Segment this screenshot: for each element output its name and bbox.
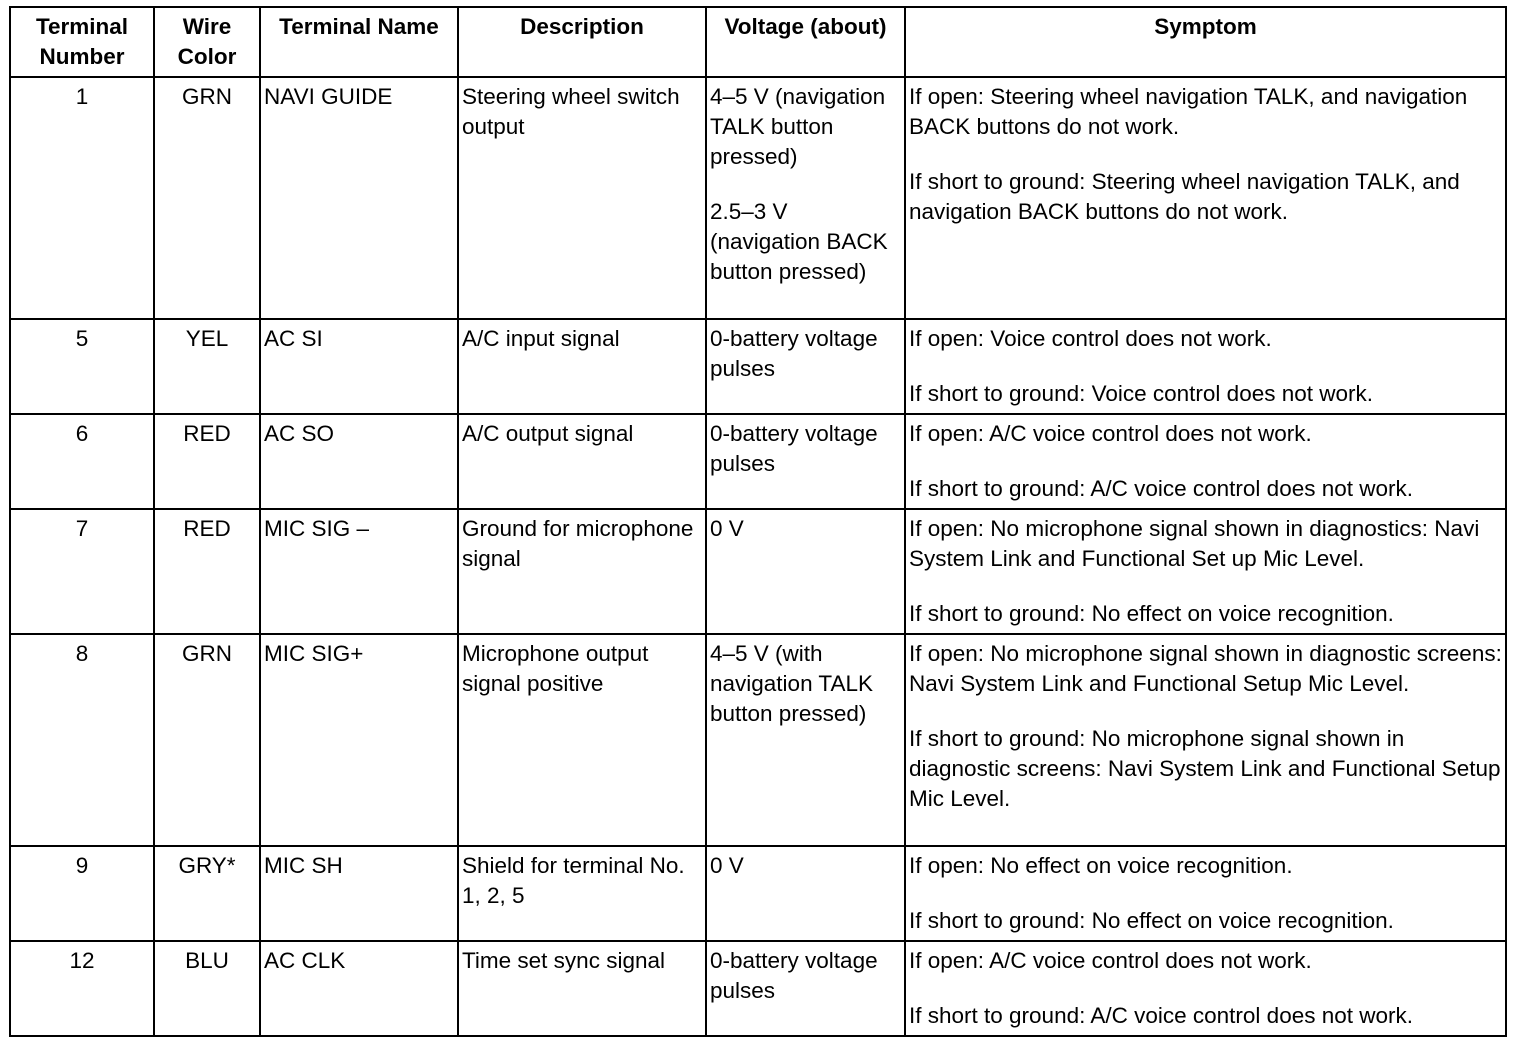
header-wire-color: Wire Color — [154, 7, 260, 77]
terminal-name-cell: AC CLK — [260, 941, 458, 1036]
symptom-if-short: If short to ground: No microphone signal shown in diagnostic screens: Navi System Link and Functional Setup Mic Level. — [909, 726, 1501, 811]
table-row — [10, 846, 1506, 941]
wire-color-cell: GRY* — [154, 846, 260, 941]
voltage-text: 4–5 V (with navigation TALK button pressed) — [710, 641, 874, 726]
voltage-text: 0-battery voltage pulses — [710, 326, 878, 381]
voltage-cell — [706, 846, 905, 941]
header-row — [10, 7, 1506, 77]
symptom-if-short: If short to ground: A/C voice control does not work. — [909, 1003, 1414, 1028]
table-row — [10, 77, 1506, 319]
voltage-cell — [706, 509, 905, 634]
wire-color-cell: YEL — [154, 319, 260, 414]
symptom-cell — [905, 319, 1506, 414]
terminal-name-cell: AC SI — [260, 319, 458, 414]
voltage-text: 2.5–3 V (navigation BACK button pressed) — [710, 199, 888, 284]
symptom-if-open: If open: Steering wheel navigation TALK, and navigation BACK buttons do not work. — [909, 84, 1468, 139]
description-cell: Ground for microphone signal — [458, 509, 706, 634]
description-cell: A/C output signal — [458, 414, 706, 509]
wire-color-cell: RED — [154, 414, 260, 509]
terminal-number-cell: 7 — [10, 509, 154, 634]
terminal-name-cell: MIC SH — [260, 846, 458, 941]
symptom-if-open: If open: No effect on voice recognition. — [909, 853, 1293, 878]
symptom-if-open: If open: No microphone signal shown in diagnostic screens: Navi System Link and Functional Setup Mic Level. — [909, 641, 1502, 696]
terminal-number-cell: 6 — [10, 414, 154, 509]
symptom-cell — [905, 77, 1506, 319]
symptom-if-open: If open: A/C voice control does not work. — [909, 948, 1312, 973]
header-terminal-number: Terminal Number — [10, 7, 154, 77]
symptom-if-open: If open: No microphone signal shown in diagnostics: Navi System Link and Functional Set up Mic Level. — [909, 516, 1480, 571]
symptom-if-short: If short to ground: No effect on voice recognition. — [909, 601, 1394, 626]
voltage-text: 4–5 V (navigation TALK button pressed) — [710, 84, 886, 169]
symptom-if-short: If short to ground: Steering wheel navigation TALK, and navigation BACK buttons do not work. — [909, 169, 1460, 224]
header-symptom: Symptom — [905, 7, 1506, 77]
terminal-name-cell: MIC SIG+ — [260, 634, 458, 846]
header-description: Description — [458, 7, 706, 77]
voltage-text: 0 V — [710, 853, 744, 878]
voltage-cell — [706, 634, 905, 846]
table-row — [10, 414, 1506, 509]
description-cell: Time set sync signal — [458, 941, 706, 1036]
terminal-table — [9, 6, 1507, 1037]
terminal-number-cell: 5 — [10, 319, 154, 414]
terminal-name-cell: AC SO — [260, 414, 458, 509]
terminal-number-cell: 9 — [10, 846, 154, 941]
symptom-cell — [905, 509, 1506, 634]
wire-color-cell: GRN — [154, 77, 260, 319]
symptom-cell — [905, 414, 1506, 509]
voltage-cell — [706, 319, 905, 414]
symptom-cell — [905, 634, 1506, 846]
header-voltage: Voltage (about) — [706, 7, 905, 77]
terminal-name-cell: NAVI GUIDE — [260, 77, 458, 319]
voltage-text: 0-battery voltage pulses — [710, 421, 878, 476]
symptom-if-open: If open: Voice control does not work. — [909, 326, 1272, 351]
table-row — [10, 634, 1506, 846]
wire-color-cell: RED — [154, 509, 260, 634]
description-cell: Shield for terminal No. 1, 2, 5 — [458, 846, 706, 941]
symptom-if-short: If short to ground: No effect on voice recognition. — [909, 908, 1394, 933]
symptom-cell — [905, 846, 1506, 941]
symptom-if-open: If open: A/C voice control does not work. — [909, 421, 1312, 446]
symptom-if-short: If short to ground: A/C voice control does not work. — [909, 476, 1414, 501]
table-row — [10, 509, 1506, 634]
description-cell: Microphone output signal positive — [458, 634, 706, 846]
voltage-cell — [706, 77, 905, 319]
description-cell: Steering wheel switch output — [458, 77, 706, 319]
wire-color-cell: BLU — [154, 941, 260, 1036]
table-row — [10, 319, 1506, 414]
terminal-name-cell: MIC SIG – — [260, 509, 458, 634]
terminal-number-cell: 12 — [10, 941, 154, 1036]
terminal-number-cell: 1 — [10, 77, 154, 319]
wire-color-cell: GRN — [154, 634, 260, 846]
voltage-text: 0 V — [710, 516, 744, 541]
symptom-if-short: If short to ground: Voice control does not work. — [909, 381, 1374, 406]
header-terminal-name: Terminal Name — [260, 7, 458, 77]
voltage-cell — [706, 414, 905, 509]
terminal-number-cell: 8 — [10, 634, 154, 846]
voltage-text: 0-battery voltage pulses — [710, 948, 878, 1003]
description-cell: A/C input signal — [458, 319, 706, 414]
